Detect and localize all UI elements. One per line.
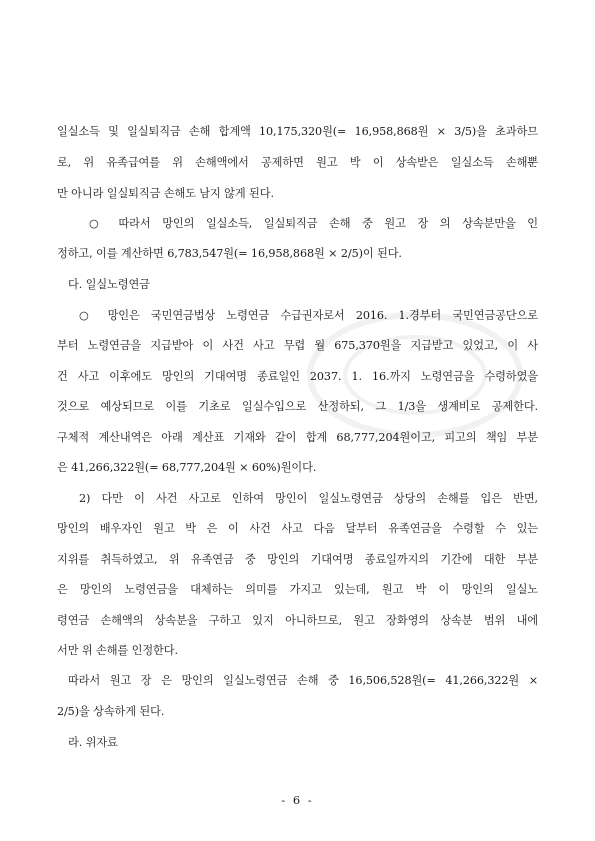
body-line: 은 망인의 노령연금을 대체하는 의미를 가지고 있는데, 원고 박 이 망인의 일실노 xyxy=(57,583,538,596)
body-line: 은 41,266,322원(= 68,777,204원 × 60%)원이다. xyxy=(57,461,317,474)
body-line: 건 사고 이후에도 망인의 기대여명 종료일인 2037. 1. 16.까지 노령연금을 수령하였을 xyxy=(57,370,538,383)
page-number: - 6 - xyxy=(281,793,314,807)
body-line: 것으로 예상되므로 이를 기초로 일실수입으로 산정하되, 그 1/3을 생계비로 공제한다. xyxy=(57,400,538,413)
body-line: 지위를 취득하였고, 위 유족연금 중 망인의 기대여명 종료일까지의 기간에 대한 부분 xyxy=(57,553,538,566)
body-line: 망인의 배우자인 원고 박 은 이 사건 사고 다음 달부터 유족연금을 수령할 수 있는 xyxy=(57,522,538,535)
bullet-paragraph-line: ○ 망인은 국민연금법상 노령연금 수급권자로서 2016. 1.경부터 국민연금공단으로 xyxy=(79,309,538,322)
body-line: 정하고, 이를 계산하면 6,783,547원(= 16,958,868원 × 2/5)이 된다. xyxy=(57,247,402,260)
body-line: 일실소득 및 일실퇴직금 손해 합계액 10,175,320원(= 16,958,868원 × 3/5)을 초과하므 xyxy=(57,125,538,138)
numbered-paragraph-line: 2) 다만 이 사건 사고로 인하여 망인이 일실노령연금 상당의 손해를 입은 반면, xyxy=(79,492,538,505)
body-line: 구체적 계산내역은 아래 계산표 기재와 같이 합계 68,777,204원이고, 피고의 책임 부분 xyxy=(57,431,538,444)
body-line: 2/5)을 상속하게 된다. xyxy=(57,705,165,718)
body-line: 서만 위 손해를 인정한다. xyxy=(57,644,178,657)
body-line: 로, 위 유족급여를 위 손해액에서 공제하면 원고 박 이 상속받은 일실소득 손해뿐 xyxy=(57,156,538,169)
section-heading: 다. 일실노령연금 xyxy=(68,278,150,291)
body-line: 만 아니라 일실퇴직금 손해도 남지 않게 된다. xyxy=(57,187,274,200)
section-heading: 라. 위자료 xyxy=(68,736,118,749)
body-line: 부터 노령연금을 지급받아 이 사건 사고 무렵 월 675,370원을 지급받고 있었고, 이 사 xyxy=(57,339,538,352)
body-line: 따라서 원고 장 은 망인의 일실노령연금 손해 중 16,506,528원(= 41,266,322원 × xyxy=(68,674,538,687)
body-line: 령연금 손해액의 상속분을 구하고 있지 아니하므로, 원고 장화영의 상속분 범위 내에 xyxy=(57,614,538,627)
bullet-paragraph-line: ○ 따라서 망인의 일실소득, 일실퇴직금 손해 중 원고 장 의 상속분만을 인 xyxy=(89,217,538,230)
